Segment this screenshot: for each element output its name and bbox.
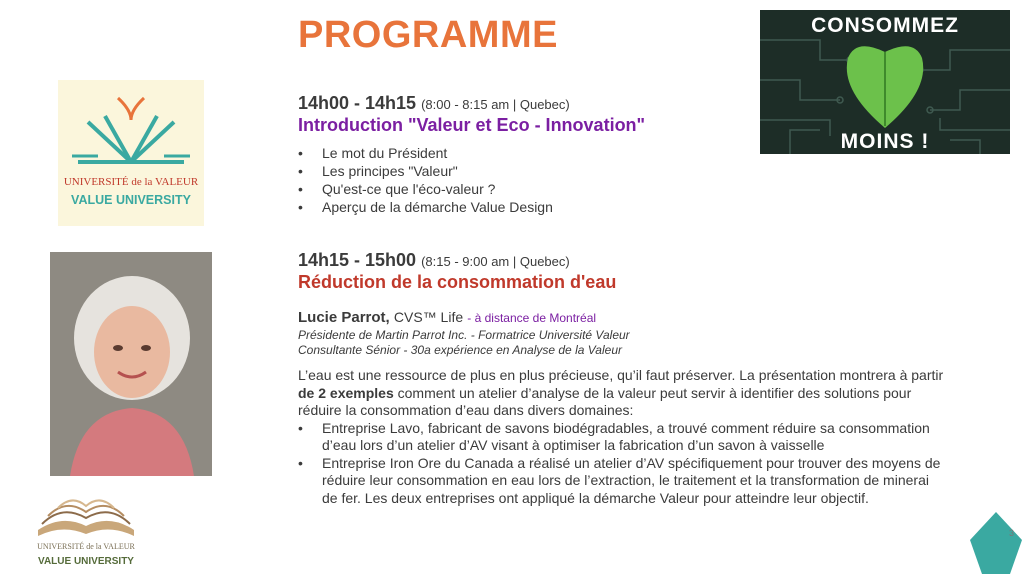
- speaker-location: - à distance de Montréal: [467, 311, 597, 325]
- intro-text: comment un atelier d’analyse de la valeur peut servir à identifier des solutions pour réduire la consommation d’eau dans divers domaines:: [298, 384, 912, 418]
- consommez-moins-image: [760, 10, 1010, 154]
- speaker-role: Consultante Sénior - 30a expérience en Analyse de la Valeur: [298, 343, 622, 357]
- session1-time-note: (8:00 - 8:15 am | Quebec): [421, 97, 570, 112]
- university-logo-bottom: [28, 484, 144, 574]
- list-item: • Le mot du Président: [298, 144, 553, 162]
- intro-bold: de 2 exemples: [298, 384, 394, 401]
- list-item: • Entreprise Lavo, fabricant de savons biodégradables, a trouvé comment réduire sa consommation d’eau lors d’un atelier d’AV visant à optimiser la fabrication d’un savon à vaisselle: [298, 420, 948, 455]
- speaker-role: Présidente de Martin Parrot Inc. - Formatrice Université Valeur: [298, 328, 630, 342]
- image-caption-bottom: MOINS !: [840, 130, 930, 153]
- university-logo: [58, 80, 204, 226]
- session1-time: [298, 93, 570, 114]
- session2-title: Réduction de la consommation d'eau: [298, 272, 617, 292]
- logo-subtitle: VALUE UNIVERSITY: [38, 556, 134, 567]
- session2-description: [298, 367, 948, 507]
- intro-paragraph: [298, 367, 948, 420]
- intro-text: L’eau est une ressource de plus en plus précieuse, qu’il faut préserver. La présentation montrera à partir: [298, 367, 944, 383]
- list-item: • Entreprise Iron Ore du Canada a réalisé un atelier d’AV spécifiquement pour trouver des moyens de réduire leur consommation en eau lors de l’extraction, le traitement et la transformation de minerai de fer. Les deux entreprises ont appliqué la démarche Valeur pour atteindre leur objectif.: [298, 455, 948, 508]
- list-item: • Qu'est-ce que l'éco-valeur ?: [298, 180, 553, 198]
- logo-name: UNIVERSITÉ de la VALEUR: [63, 176, 199, 188]
- session1-topics: [298, 144, 553, 216]
- image-caption-top: CONSOMMEZ: [811, 14, 959, 37]
- list-item: • Aperçu de la démarche Value Design: [298, 198, 553, 216]
- examples-list: [298, 420, 948, 508]
- session2-time-range: 14h15 - 15h00: [298, 250, 417, 270]
- book-logo-icon: [28, 484, 144, 542]
- logo-subtitle: VALUE UNIVERSITY: [71, 193, 191, 207]
- speaker-line: [298, 309, 596, 326]
- page-title: PROGRAMME: [298, 14, 558, 56]
- session1-title: Introduction "Valeur et Eco - Innovation": [298, 115, 646, 135]
- session2-time: [298, 250, 570, 271]
- speaker-credential: CVS™ Life: [393, 309, 464, 325]
- session1-time-range: 14h00 - 14h15: [298, 93, 417, 113]
- list-item: • Les principes "Valeur": [298, 162, 553, 180]
- speaker-photo: [50, 252, 212, 476]
- session2-time-note: (8:15 - 9:00 am | Quebec): [421, 254, 570, 269]
- page-number: 3: [1009, 528, 1015, 538]
- hexagon-icon: [970, 512, 1022, 576]
- logo-name: UNIVERSITÉ de la VALEUR: [37, 542, 135, 551]
- open-book-logo-icon: [58, 80, 204, 180]
- speaker-name: Lucie Parrot,: [298, 309, 390, 326]
